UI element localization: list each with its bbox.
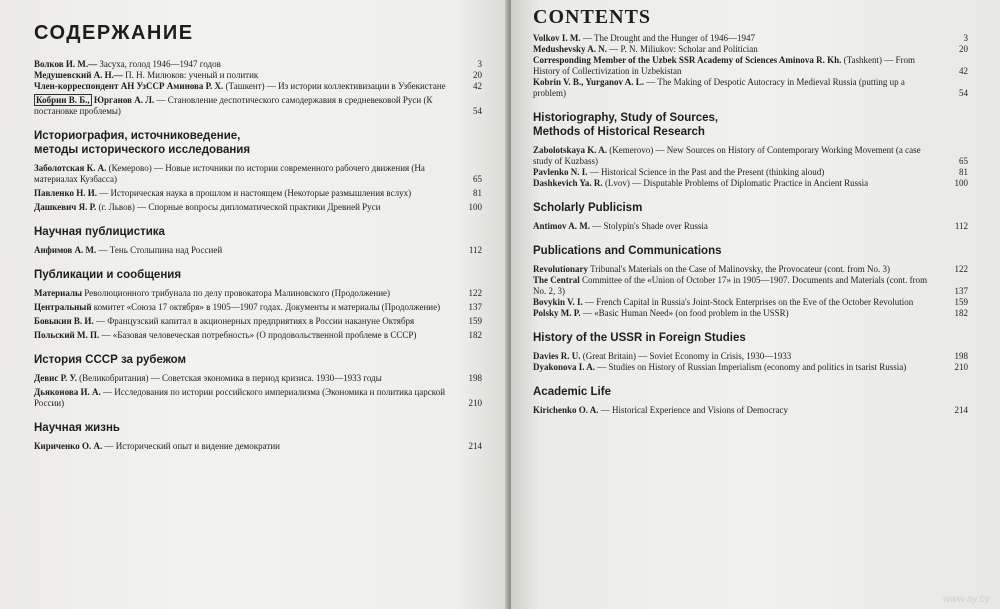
- entry-page: 137: [954, 286, 968, 296]
- entry-page: 182: [468, 330, 482, 340]
- entry-page: 3: [477, 59, 482, 69]
- entry-author: Анфимов А. М.: [34, 245, 97, 255]
- section-heading: Историография, источниковедение, методы исторического исследования: [34, 130, 251, 156]
- section-heading: Academic Life: [533, 386, 611, 398]
- toc-entry: [34, 95, 488, 117]
- entry-author: Юрганов А. Л.: [91, 95, 155, 105]
- entry-author: Павленко Н. И.: [34, 188, 98, 198]
- toc-entry: [533, 275, 974, 297]
- entry-page: 137: [468, 302, 482, 312]
- entry-author: Polsky M. P.: [533, 308, 581, 318]
- toc-entry: [34, 441, 488, 452]
- section-heading: Publications and Communications: [533, 245, 722, 257]
- entry-page: 42: [959, 66, 968, 76]
- entry-page: 198: [954, 351, 968, 361]
- entry-page: 214: [468, 441, 482, 451]
- entry-title: П. Н. Милюков: ученый и политик: [122, 70, 259, 80]
- entry-author: Medushevsky A. N.: [533, 44, 608, 54]
- entry-page: 112: [468, 245, 482, 255]
- entry-author: Kirichenko O. A.: [533, 405, 599, 415]
- entry-page: 42: [473, 81, 482, 91]
- entry-title: — Исследования по истории российского империализма (Экономика и политика царской России): [34, 387, 446, 408]
- entry-author: Dyakonova I. A.: [533, 362, 596, 372]
- entry-title: — The Drought and the Hunger of 1946—1947: [580, 33, 755, 43]
- toc-entry: [34, 70, 488, 81]
- page-title: CONTENTS: [533, 6, 652, 28]
- toc-entry: [533, 351, 974, 362]
- entry-page: 54: [959, 88, 968, 98]
- entry-title: — The Making of Despotic Autocracy in Medieval Russia (putting up a problem): [533, 77, 905, 98]
- entry-author: The Central: [533, 275, 580, 285]
- toc-entry: [34, 202, 488, 213]
- entry-title: (Кемерово) — Новые источники по истории современного рабочего движения (На материалах Кузбасса): [34, 163, 425, 184]
- entry-title: — Тень Столыпина над Россией: [96, 245, 223, 255]
- entry-author: Медушевский А. Н.—: [34, 70, 123, 80]
- toc-entry: [533, 405, 974, 416]
- entry-title: (Великобритания) — Советская экономика в период кризиса. 1930—1933 годы: [76, 373, 382, 383]
- entry-page: 54: [473, 106, 482, 116]
- entry-page: 81: [473, 188, 482, 198]
- toc-entry: [34, 59, 488, 70]
- entry-page: 159: [954, 297, 968, 307]
- entry-title: Tribunal's Materials on the Case of Malinovsky, the Provocateur (cont. from No. 3): [588, 264, 890, 274]
- toc-entry: [34, 330, 488, 341]
- section-heading: Historiography, Study of Sources, Methods of Historical Research: [533, 112, 719, 138]
- entry-page: 198: [468, 373, 482, 383]
- toc-entry: [533, 297, 974, 308]
- right-page-contents-en: [511, 0, 1000, 609]
- entry-title: комитет «Союза 17 октября» в 1905—1907 годах. Документы и материалы (Продолжение): [91, 302, 441, 312]
- entry-title: (Kemerovo) — New Sources on History of Contemporary Working Movement (a case study of Kuzbass): [533, 145, 921, 166]
- entry-page: 122: [468, 288, 482, 298]
- entry-page: 210: [468, 398, 482, 408]
- entry-title: — P. N. Miliukov: Scholar and Politician: [607, 44, 758, 54]
- entry-author: Zabolotskaya K. A.: [533, 145, 608, 155]
- toc-entry: [34, 163, 488, 185]
- entry-author: Pavlenko N. I.: [533, 167, 588, 177]
- entry-title: — Историческая наука в прошлом и настоящем (Некоторые размышления вслух): [97, 188, 412, 198]
- entry-title: — «Базовая человеческая потребность» (О продовольственной проблеме в СССР): [99, 330, 417, 340]
- page-title: СОДЕРЖАНИЕ: [34, 22, 194, 44]
- entry-page: 100: [468, 202, 482, 212]
- entry-title: — Historical Science in the Past and the Present (thinking aloud): [587, 167, 825, 177]
- entry-author: Кобрин В. Б.,: [36, 95, 90, 105]
- entry-title: (Lvov) — Disputable Problems of Diplomatic Practice in Ancient Russia: [602, 178, 869, 188]
- entry-page: 182: [954, 308, 968, 318]
- section-heading: Scholarly Publicism: [533, 202, 643, 214]
- entry-title: Committee of the «Union of October 17» in 1905—1907. Documents and Materials (cont. from No. 2, 3): [533, 275, 928, 296]
- entry-title: — Исторический опыт и видение демократии: [102, 441, 280, 451]
- entry-author: Bovykin V. I.: [533, 297, 583, 307]
- entry-page: 210: [954, 362, 968, 372]
- intro-list: [527, 33, 974, 99]
- section-heading: Научная жизнь: [34, 422, 120, 434]
- toc-entry: [34, 373, 488, 384]
- toc-entry: [533, 167, 974, 178]
- entry-title: (Tashkent) — From History of Collectivization in Uzbekistan: [533, 55, 916, 76]
- entry-author: Материалы: [34, 288, 83, 298]
- entry-title: Засуха, голод 1946—1947 годов: [97, 59, 221, 69]
- intro-list: [28, 59, 488, 117]
- entry-author: Дьяконова И. А.: [34, 387, 101, 397]
- section-heading: История СССР за рубежом: [34, 354, 186, 366]
- entry-author: Дашкевич Я. Р.: [34, 202, 97, 212]
- toc-entry: [34, 81, 488, 92]
- section-heading: Публикации и сообщения: [34, 269, 182, 281]
- entry-page: 65: [959, 156, 968, 166]
- toc-entry: [533, 362, 974, 373]
- entry-title: — Французский капитал в акционерных предприятиях в России накануне Октября: [93, 316, 415, 326]
- section-heading: Научная публицистика: [34, 226, 165, 238]
- toc-entry: [34, 316, 488, 327]
- entry-page: 20: [473, 70, 482, 80]
- entry-author: Кириченко О. А.: [34, 441, 103, 451]
- entry-page: 100: [954, 178, 968, 188]
- entry-title: — Становление деспотического самодержавия в средневековой Руси (К постановке проблемы): [34, 95, 433, 116]
- section-heading: History of the USSR in Foreign Studies: [533, 332, 746, 344]
- entry-title: — Studies on History of Russian Imperialism (economy and politics in tsarist Russia): [595, 362, 907, 372]
- entry-title: (г. Львов) — Спорные вопросы дипломатической практики Древней Руси: [96, 202, 381, 212]
- entry-author: Бовыкин В. И.: [34, 316, 94, 326]
- entry-author: Девис Р. У.: [34, 373, 77, 383]
- site-watermark: www.ay.by: [942, 594, 990, 605]
- entry-author: Член-корреспондент АН УзССР Аминова Р. Х.: [34, 81, 224, 91]
- toc-entry: [533, 221, 974, 232]
- toc-entry: [533, 55, 974, 77]
- entry-title: — Stolypin's Shade over Russia: [590, 221, 708, 231]
- toc-entry: [34, 188, 488, 199]
- entry-author: Volkov I. M.: [533, 33, 581, 43]
- entry-title: (Great Britain) — Soviet Economy in Crisis, 1930—1933: [580, 351, 792, 361]
- toc-entry: [34, 245, 488, 256]
- entry-title: — «Basic Human Need» (on food problem in the USSR): [580, 308, 789, 318]
- entry-page: 20: [959, 44, 968, 54]
- toc-entry: [34, 302, 488, 313]
- entry-author: Центральный: [34, 302, 92, 312]
- entry-author: Заболотская К. А.: [34, 163, 107, 173]
- entry-title: — French Capital in Russia's Joint-Stock Enterprises on the Eve of the October Revolution: [582, 297, 914, 307]
- entry-page: 81: [959, 167, 968, 177]
- entry-author: Antimov A. M.: [533, 221, 590, 231]
- toc-entry: [533, 308, 974, 319]
- toc-entry: [533, 178, 974, 189]
- toc-entry: [533, 264, 974, 275]
- toc-entry: [533, 145, 974, 167]
- toc-entry: [533, 44, 974, 55]
- entry-title: (Ташкент) — Из истории коллективизации в Узбекистане: [223, 81, 446, 91]
- toc-entry: [34, 387, 488, 409]
- entry-page: 159: [468, 316, 482, 326]
- entry-author: Revolutionary: [533, 264, 588, 274]
- entry-author: Волков И. М.—: [34, 59, 98, 69]
- toc-entry: [533, 33, 974, 44]
- entry-page: 112: [954, 221, 968, 231]
- entry-page: 122: [954, 264, 968, 274]
- entry-page: 65: [473, 174, 482, 184]
- entry-page: 214: [954, 405, 968, 415]
- entry-author: Davies R. U.: [533, 351, 581, 361]
- entry-author: Corresponding Member of the Uzbek SSR Academy of Sciences Aminova R. Kh.: [533, 55, 842, 65]
- entry-title: Революционного трибунала по делу провокатора Малиновского (Продолжение): [82, 288, 391, 298]
- entry-title: — Historical Experience and Visions of Democracy: [598, 405, 788, 415]
- entry-author: Польский М. П.: [34, 330, 100, 340]
- entry-page: 3: [963, 33, 968, 43]
- entry-author: Dashkevich Ya. R.: [533, 178, 603, 188]
- entry-author: Kobrin V. B., Yurganov A. L.: [533, 77, 645, 87]
- toc-entry: [533, 77, 974, 99]
- toc-entry: [34, 288, 488, 299]
